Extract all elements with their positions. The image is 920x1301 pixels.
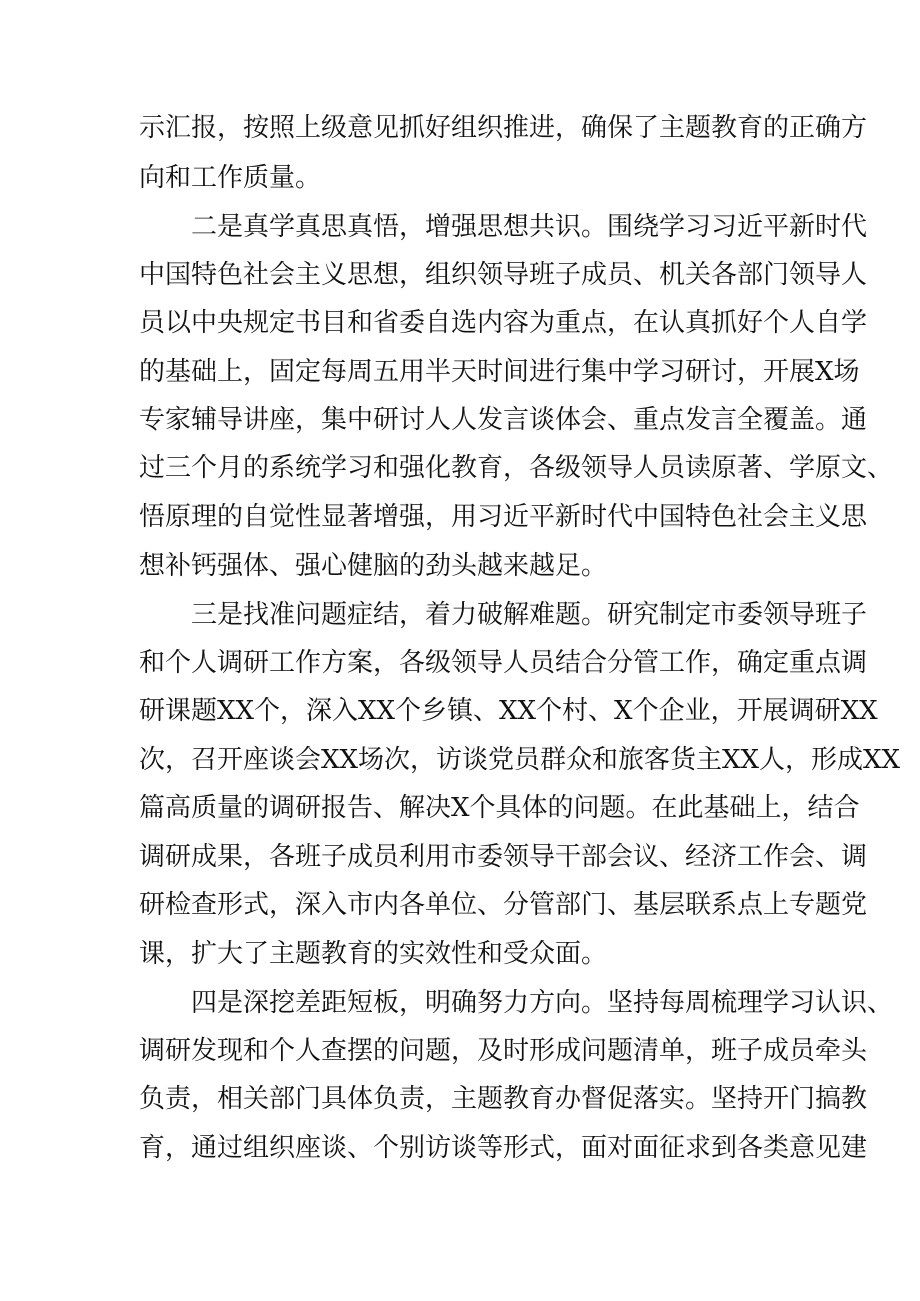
text-line: 和个人调研工作方案，各级领导人员结合分管工作，确定重点调 <box>139 648 868 678</box>
text-line: 悟原理的自觉性显著增强，用习近平新时代中国特色社会主义思 <box>139 502 868 532</box>
text-line: 过三个月的系统学习和强化教育，各级领导人员读原著、学原文、 <box>139 453 894 483</box>
text-line: 专家辅导讲座，集中研讨人人发言谈体会、重点发言全覆盖。通 <box>139 405 868 435</box>
text-line: 调研成果，各班子成员利用市委领导干部会议、经济工作会、调 <box>139 842 868 872</box>
text-line: 示汇报，按照上级意见抓好组织推进，确保了主题教育的正确方 <box>139 113 868 143</box>
text-line: 研课题XX个，深入XX个乡镇、XX个村、X个企业，开展调研XX <box>139 696 878 726</box>
text-line: 负责，相关部门具体负责，主题教育办督促落实。坚持开门搞教 <box>139 1084 868 1114</box>
text-line: 中国特色社会主义思想，组织领导班子成员、机关各部门领导人 <box>139 260 868 290</box>
text-line: 研检查形式，深入市内各单位、分管部门、基层联系点上专题党 <box>139 890 868 920</box>
text-line: 向和工作质量。 <box>139 163 322 193</box>
text-line: 次，召开座谈会XX场次，访谈党员群众和旅客货主XX人，形成XX <box>139 745 901 775</box>
text-line: 的基础上，固定每周五用半天时间进行集中学习研讨，开展X场 <box>139 357 860 387</box>
text-line: 育，通过组织座谈、个别访谈等形式，面对面征求到各类意见建 <box>139 1133 868 1163</box>
paragraph-lead-line: 二是真学真思真悟，增强思想共识。围绕学习习近平新时代 <box>191 212 868 242</box>
text-line: 员以中央规定书目和省委自选内容为重点，在认真抓好个人自学 <box>139 308 868 338</box>
paragraph-lead-line: 四是深挖差距短板，明确努力方向。坚持每周梳理学习认识、 <box>191 988 894 1018</box>
text-line: 调研发现和个人查摆的问题，及时形成问题清单，班子成员牵头 <box>139 1036 868 1066</box>
text-line: 想补钙强体、强心健脑的劲头越来越足。 <box>139 551 608 581</box>
text-line: 篇高质量的调研报告、解决X个具体的问题。在此基础上，结合 <box>139 793 860 823</box>
text-line: 课，扩大了主题教育的实效性和受众面。 <box>139 939 608 969</box>
paragraph-lead-line: 三是找准问题症结，着力破解难题。研究制定市委领导班子 <box>191 600 868 630</box>
